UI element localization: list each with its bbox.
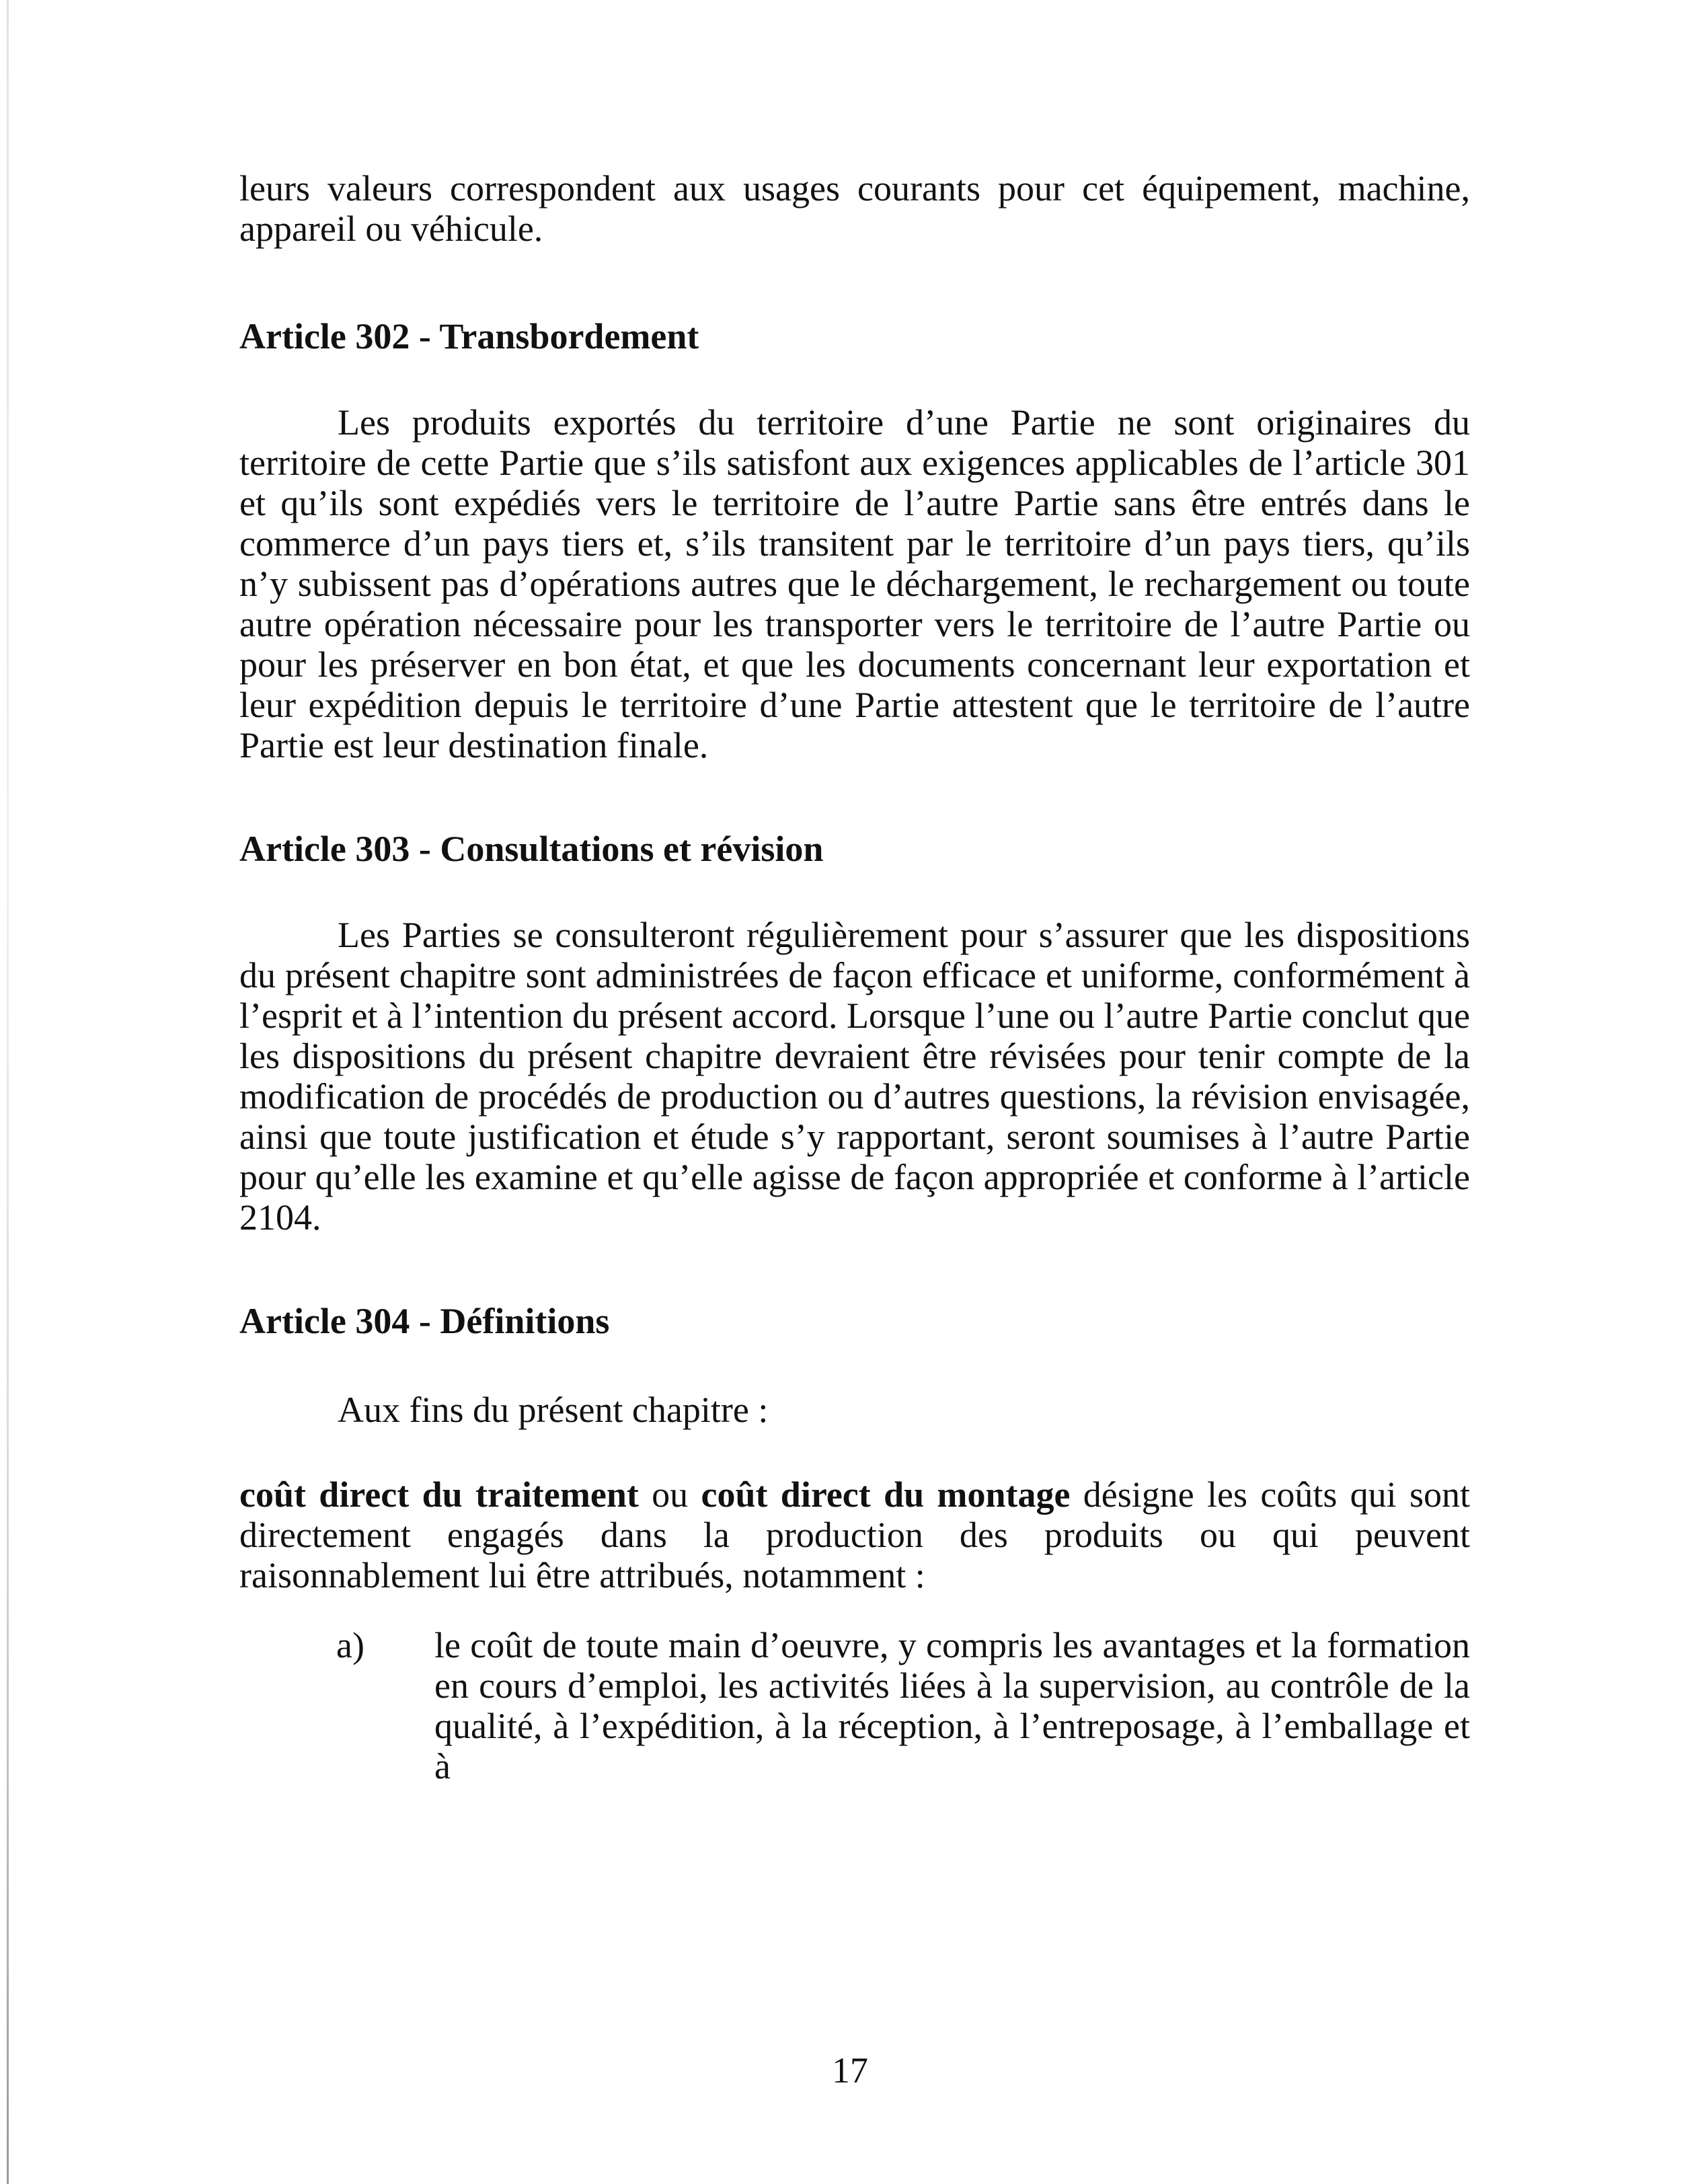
- article-304-heading: Article 304 - Définitions: [239, 1301, 610, 1341]
- article-304-intro: Aux fins du présent chapitre :: [338, 1390, 769, 1430]
- list-item: [336, 1625, 1470, 1786]
- definition-text: désigne les coûts qui sont directement engagés dans la production des produits ou qui peuvent raisonnablement lui être attribués, notamment :: [239, 1474, 1470, 1595]
- article-303-body: Les Parties se consulteront régulièrement pour s’assurer que les dispositions du présent chapitre sont administrées de façon efficace et uniforme, conformément à l’esprit et à l’intention du présent accord. Lorsque l’une ou l’autre Partie conclut que les dispositions du présent chapitre devraient être révisées pour tenir compte de la modification de procédés de production ou d’autres questions, la révision envisagée, ainsi que toute justification et étude s’y rapportant, seront soumises à l’autre Partie pour qu’elle les examine et qu’elle agisse de façon appropriée et conforme à l’article 2104.: [239, 915, 1470, 1238]
- page-number: 17: [832, 2050, 868, 2091]
- continuation-paragraph: leurs valeurs correspondent aux usages courants pour cet équipement, machine, appareil ou véhicule.: [239, 168, 1470, 249]
- article-302-heading: Article 302 - Transbordement: [239, 316, 699, 356]
- scan-edge: [7, 0, 9, 2184]
- definition-term-1: coût direct du traitement: [239, 1474, 639, 1515]
- definition-connector: ou: [638, 1474, 701, 1515]
- article-303-heading: Article 303 - Consultations et révision: [239, 829, 824, 869]
- definition-paragraph: [239, 1474, 1470, 1595]
- document-page: [239, 168, 1470, 1786]
- list-item-label: a): [336, 1625, 364, 1665]
- article-302-body: Les produits exportés du territoire d’une Partie ne sont originaires du territoire de cette Partie que s’ils satisfont aux exigences applicables de l’article 301 et qu’ils sont expédiés vers le territoire de l’autre Partie sans être entrés dans le commerce d’un pays tiers et, s’ils transitent par le territoire d’un pays tiers, qu’ils n’y subissent pas d’opérations autres que le déchargement, le rechargement ou toute autre opération nécessaire pour les transporter vers le territoire de l’autre Partie ou pour les préserver en bon état, et que les documents concernant leur exportation et leur expédition depuis le territoire d’une Partie attestent que le territoire de l’autre Partie est leur destination finale.: [239, 402, 1470, 765]
- definition-term-2: coût direct du montage: [701, 1474, 1071, 1515]
- list-item-text: le coût de toute main d’oeuvre, y compris les avantages et la formation en cours d’emploi, les activités liées à la supervision, au contrôle de la qualité, à l’expédition, à la réception, à l’entreposage, à l’emballage et à: [434, 1625, 1470, 1786]
